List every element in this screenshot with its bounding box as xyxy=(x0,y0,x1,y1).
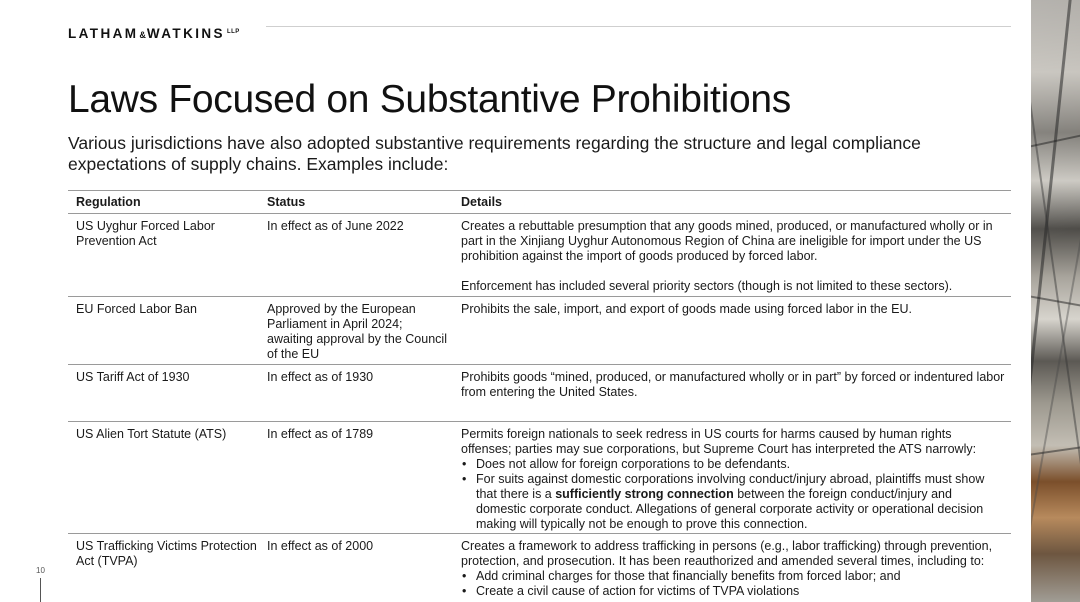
details-paragraph: Prohibits the sale, import, and export of goods made using forced labor in the EU. xyxy=(461,302,912,316)
list-item xyxy=(461,472,1005,532)
architecture-photo-strip xyxy=(1031,0,1080,602)
table-row xyxy=(68,214,1011,297)
table-row xyxy=(68,297,1011,365)
bullet-emphasis: sufficiently strong connection xyxy=(555,487,734,501)
slide-title: Laws Focused on Substantive Prohibitions xyxy=(68,78,791,121)
list-item: • Add criminal charges for those that financially benefits from forced labor; and xyxy=(461,569,1005,584)
bullet-text: between the foreign conduct/injury and domestic corporate conduct. Allegations of general corporate activity or operational decision making will typically not be enough to prove this connection. xyxy=(476,487,984,531)
header-status: Status xyxy=(267,195,306,209)
details-paragraph: Creates a framework to address trafficking in persons (e.g., labor trafficking) through prevention, protection, and prosecution. It has been reauthorized and amended several times, including to: xyxy=(461,539,993,568)
cell-status: In effect as of June 2022 xyxy=(267,219,404,233)
cell-regulation: US Uyghur Forced Labor Prevention Act xyxy=(76,219,215,248)
cell-regulation: US Trafficking Victims Protection Act (TVPA) xyxy=(76,539,257,568)
details-bullet-list xyxy=(461,457,1005,532)
logo-main: LATHAM xyxy=(68,26,139,41)
list-item: • Does not allow for foreign corporations to be defendants. xyxy=(461,457,1005,472)
page-number: 10 xyxy=(36,566,45,575)
logo-suffix: LLP xyxy=(226,29,240,35)
details-paragraph: Prohibits goods “mined, produced, or manufactured wholly or in part” by forced or indentured labor from entering the United States. xyxy=(461,370,1005,399)
details-bullet-list xyxy=(461,569,1005,599)
details-paragraph: Creates a rebuttable presumption that any goods mined, produced, or manufactured wholly or in part in the Xinjiang Uyghur Autonomous Region of China are ineligible for import under the US prohibition against the import of goods produced by forced labor. xyxy=(461,219,993,263)
cell-details xyxy=(461,422,1011,533)
table-row xyxy=(68,365,1011,422)
table-row xyxy=(68,422,1011,534)
header-details: Details xyxy=(461,195,502,209)
bullet-text: For suits against domestic corporations involving conduct/injury abroad, plaintiffs must show that there is a xyxy=(476,472,985,501)
cell-status: In effect as of 1930 xyxy=(267,370,374,384)
page-number-tick xyxy=(40,578,41,602)
cell-regulation: US Alien Tort Statute (ATS) xyxy=(76,427,227,441)
cell-status: Approved by the European Parliament in April 2024; awaiting approval by the Council of the EU xyxy=(267,302,447,361)
details-paragraph: Permits foreign nationals to seek redress in US courts for harms caused by human rights offenses; parties may sue corporations, but Supreme Court has interpreted the ATS narrowly: xyxy=(461,427,977,456)
cell-regulation: US Tariff Act of 1930 xyxy=(76,370,190,384)
cell-status: In effect as of 1789 xyxy=(267,427,374,441)
cell-details xyxy=(461,297,1011,364)
regulations-table xyxy=(68,190,1011,602)
cell-status: In effect as of 2000 xyxy=(267,539,374,553)
slide-subtitle: Various jurisdictions have also adopted substantive requirements regarding the structure and legal compliance expectations of supply chains. Examples include: xyxy=(68,133,921,174)
details-paragraph: Enforcement has included several priority sectors (though is not limited to these sectors). xyxy=(461,279,953,293)
cell-regulation: EU Forced Labor Ban xyxy=(76,302,197,316)
cell-details xyxy=(461,214,1011,296)
table-row xyxy=(68,534,1011,602)
header-regulation: Regulation xyxy=(76,195,141,209)
logo-second: WATKINS xyxy=(146,26,225,41)
list-item: • Create a civil cause of action for victims of TVPA violations xyxy=(461,584,1005,599)
logo-ampersand: & xyxy=(139,30,146,40)
cell-details xyxy=(461,365,1011,421)
cell-details xyxy=(461,534,1011,602)
firm-logo xyxy=(68,26,240,41)
table-header-row xyxy=(68,191,1011,214)
header-divider xyxy=(266,26,1011,27)
